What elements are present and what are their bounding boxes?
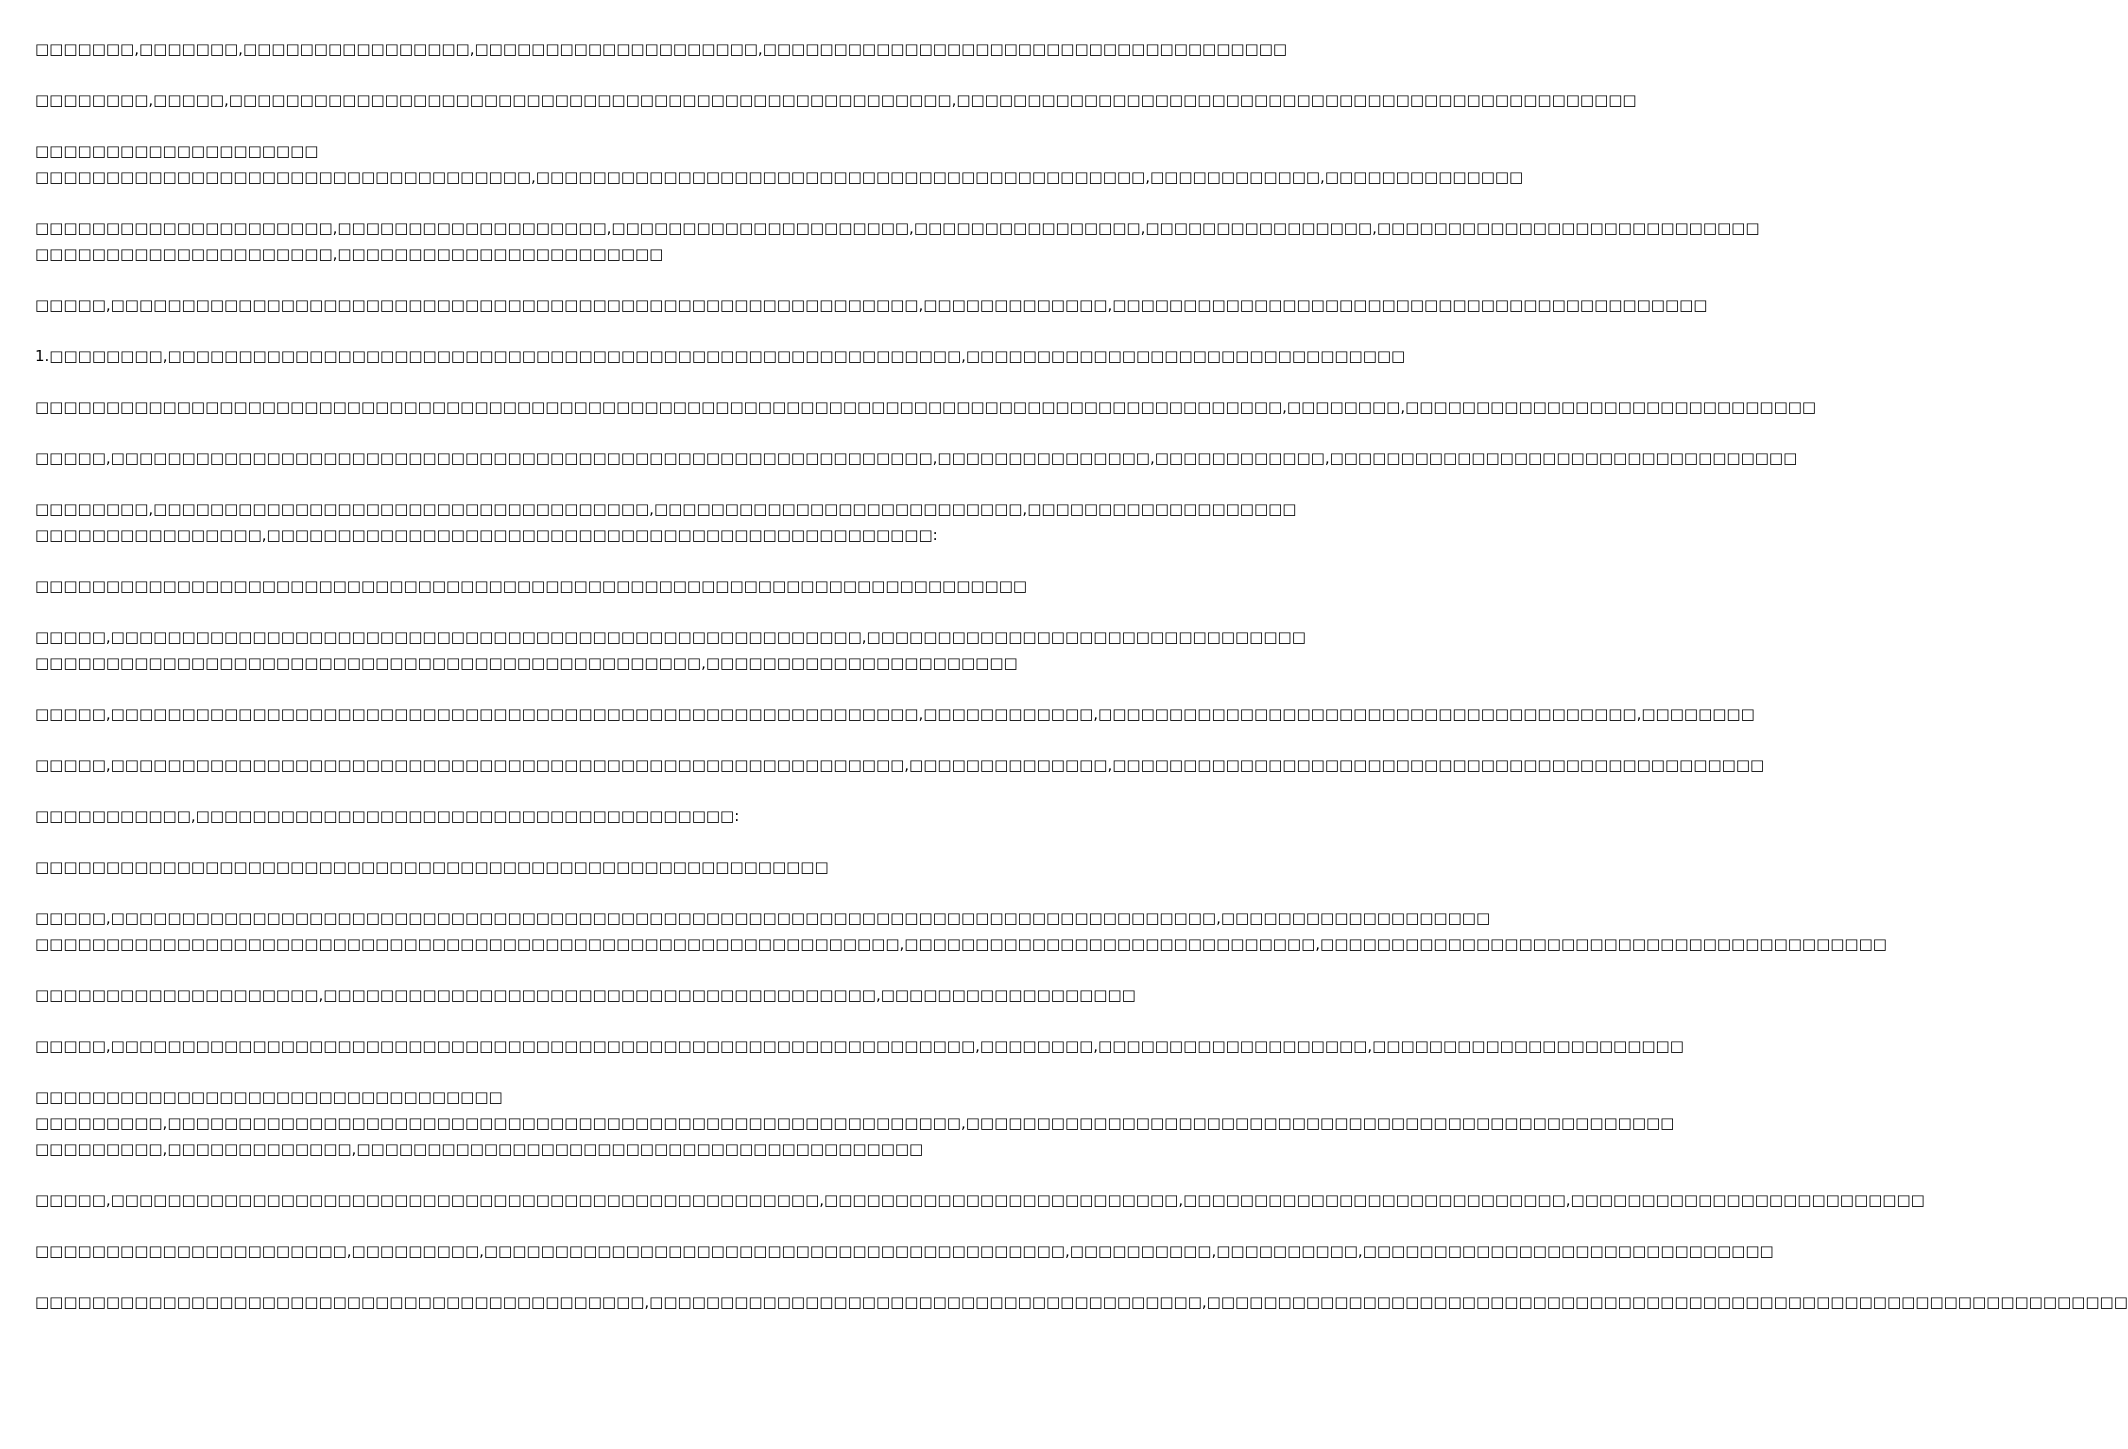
paragraph-line: □□□□□□□□□□□□□□□□□□□□□,□□□□□□□□□□□□□□□□□□□□□□□ (35, 245, 664, 263)
paragraph-line: □□□□□□□□□□□□□□□□□□□□□□□□□□□□□□□□□□□□□□□□□□□□□□□□□□□□□□□□□□□□□,□□□□□□□□□□□□□□□□□□□□□□□□□□□□□,□□□□□□□□□□□□□□□□□□□□□□□□□□□□□□□□□□□□□□□□ (35, 935, 1887, 953)
paragraph (35, 292, 1708, 318)
paragraph-line: □□□□□□□□□□□□□□□□□□□□□□□□□□□□□□□□□ (35, 1088, 503, 1106)
paragraph (35, 624, 1306, 676)
paragraph-line: □□□□□□□□□□□□□□□□□□□□,□□□□□□□□□□□□□□□□□□□□□□□□□□□□□□□□□□□□□□□,□□□□□□□□□□□□□□□□□□ (35, 986, 1136, 1004)
paragraph (35, 496, 1297, 548)
paragraph-line: □□□□□□□□□□□□□□□□□□□□□□□□□□□□□□□□□□□□□□□□□□□□□□□□□□□□□□□□ (35, 858, 829, 876)
paragraph-line: □□□□□,□□□□□□□□□□□□□□□□□□□□□□□□□□□□□□□□□□□□□□□□□□□□□□□□□□□□□□□□,□□□□□□□□□□□□□□,□□□□□□□□□□□□□□□□□□□□□□□□□□□□□□□□□□□□□□□□□□□□□□ (35, 756, 1765, 774)
paragraph-line: □□□□□□□,□□□□□□□,□□□□□□□□□□□□□□□□,□□□□□□□□□□□□□□□□□□□□,□□□□□□□□□□□□□□□□□□□□□□□□□□□□□□□□□□□□□ (35, 40, 1288, 58)
paragraph-line: □□□□□□□□□□□□□□□□□□□□□□,□□□□□□□□□,□□□□□□□□□□□□□□□□□□□□□□□□□□□□□□□□□□□□□□□□□,□□□□□□□□□□,□□□□□□□□□□,□□□□□□□□□□□□□□□□□□□□□□□□□□□□□ (35, 1242, 1774, 1260)
paragraph-line: □□□□□,□□□□□□□□□□□□□□□□□□□□□□□□□□□□□□□□□□□□□□□□□□□□□□□□□□□□□□□□□□□□□,□□□□□□□□,□□□□□□□□□□□□□□□□□□□,□□□□□□□□□□□□□□□□□□□□□□ (35, 1037, 1684, 1055)
paragraph-line: □□□□□□□□,□□□□□□□□□□□□□□□□□□□□□□□□□□□□□□□□□□□,□□□□□□□□□□□□□□□□□□□□□□□□□□,□□□□□□□□□□□□□□□□□□□ (35, 500, 1297, 518)
paragraph (35, 1289, 2128, 1315)
paragraph-line: □□□□□□□□□□□,□□□□□□□□□□□□□□□□□□□□□□□□□□□□□□□□□□□□□□: (35, 807, 740, 825)
paragraph (35, 1033, 1684, 1059)
paragraph-line: □□□□□□□□□,□□□□□□□□□□□□□,□□□□□□□□□□□□□□□□□□□□□□□□□□□□□□□□□□□□□□□□ (35, 1140, 924, 1158)
paragraph (35, 394, 1817, 420)
paragraph-line: □□□□□□□□□□□□□□□□□□□□□□□□□□□□□□□□□□□□□□□□□□□,□□□□□□□□□□□□□□□□□□□□□□□□□□□□□□□□□□□□□□□,□□□□□□□□□□□□□□□□□□□□□□□□□□□□□□□□□□□□□□□□□□□□□□□□□□□□□□□□□□□□□□□□□ (35, 1293, 2128, 1311)
paragraph-line: □□□□□,□□□□□□□□□□□□□□□□□□□□□□□□□□□□□□□□□□□□□□□□□□□□□□□□□□□□□□□□□,□□□□□□□□□□□□□,□□□□□□□□□□□□□□□□□□□□□□□□□□□□□□□□□□□□□□□□□□ (35, 296, 1708, 314)
paragraph (35, 701, 1755, 727)
paragraph (35, 573, 1028, 599)
paragraph (35, 854, 990, 880)
paragraph-line: □□□□□,□□□□□□□□□□□□□□□□□□□□□□□□□□□□□□□□□□□□□□□□□□□□□□□□□□□□□□□□□□□□□□□□□□□□□□□□□□□□□□,□□□□□□□□□□□□□□□□□□□ (35, 909, 1491, 927)
paragraph (35, 982, 1136, 1008)
paragraph-line: □□□□□□□□□□□□□□□□□□□□□□□□□□□□□□□□□□□□□□□□□□□□□□□□□□□□□□□□□□□□□□□□□□□□□□ (35, 577, 1028, 595)
document-body (35, 36, 2128, 1340)
paragraph (35, 215, 1760, 267)
paragraph-line: □□□□□□□□□□□□□□□□□□□□□□□□□□□□□□□□□□□,□□□□□□□□□□□□□□□□□□□□□□□□□□□□□□□□□□□□□□□□□□□,□□□□□□□□□□□□,□□□□□□□□□□□□□□ (35, 168, 1524, 186)
paragraph (35, 87, 1637, 113)
paragraph-line: □□□□□□□□□□□□□□□□□□□□□□□□□□□□□□□□□□□□□□□□□□□□□□□,□□□□□□□□□□□□□□□□□□□□□□ (35, 654, 1018, 672)
paragraph (35, 343, 1406, 369)
paragraph (35, 138, 1524, 190)
paragraph (35, 803, 990, 829)
paragraph-line: □□□□□□□□□□□□□□□□□□□□□□□□□□□□□□□□□□□□□□□□□□□□□□□□□□□□□□□□□□□□□□□□□□□□□□□□□□□□□□□□□□□□□□□□,□□□□□□□□,□□□□□□□□□□□□□□□□□□□□□□□□□□□□□ (35, 398, 1817, 416)
paragraph (35, 1084, 1675, 1162)
paragraph (35, 1187, 1925, 1213)
paragraph-line: □□□□□,□□□□□□□□□□□□□□□□□□□□□□□□□□□□□□□□□□□□□□□□□□□□□□□□□□□□□□□□□,□□□□□□□□□□□□,□□□□□□□□□□□□□□□□□□□□□□□□□□□□□□□□□□□□□□,□□□□□□□□ (35, 705, 1755, 723)
paragraph-line: □□□□□□□□□,□□□□□□□□□□□□□□□□□□□□□□□□□□□□□□□□□□□□□□□□□□□□□□□□□□□□□□□□,□□□□□□□□□□□□□□□□□□□□□□□□□□□□□□□□□□□□□□□□□□□□□□□□□□ (35, 1114, 1675, 1132)
paragraph (35, 1238, 1774, 1264)
paragraph-line: 1.□□□□□□□□,□□□□□□□□□□□□□□□□□□□□□□□□□□□□□□□□□□□□□□□□□□□□□□□□□□□□□□□□,□□□□□□□□□□□□□□□□□□□□□□□□□□□□□□□ (35, 347, 1406, 365)
paragraph-line: □□□□□□□□□□□□□□□□□□□□□,□□□□□□□□□□□□□□□□□□□,□□□□□□□□□□□□□□□□□□□□□,□□□□□□□□□□□□□□□□,□□□□□□□□□□□□□□□□,□□□□□□□□□□□□□□□□□□□□□□□□□□□ (35, 219, 1760, 237)
paragraph-line: □□□□□,□□□□□□□□□□□□□□□□□□□□□□□□□□□□□□□□□□□□□□□□□□□□□□□□□□□□□,□□□□□□□□□□□□□□□□□□□□□□□□□□□□□□□ (35, 628, 1306, 646)
paragraph-line: □□□□□□□□,□□□□□,□□□□□□□□□□□□□□□□□□□□□□□□□□□□□□□□□□□□□□□□□□□□□□□□□□□,□□□□□□□□□□□□□□□□□□□□□□□□□□□□□□□□□□□□□□□□□□□□□□□□ (35, 91, 1637, 109)
paragraph (35, 36, 1288, 62)
paragraph-line: □□□□□□□□□□□□□□□□,□□□□□□□□□□□□□□□□□□□□□□□□□□□□□□□□□□□□□□□□□□□□□□□: (35, 526, 938, 544)
paragraph (35, 905, 1887, 957)
paragraph (35, 445, 1798, 471)
paragraph-line: □□□□□,□□□□□□□□□□□□□□□□□□□□□□□□□□□□□□□□□□□□□□□□□□□□□□□□□□,□□□□□□□□□□□□□□□□□□□□□□□□□,□□□□□□□□□□□□□□□□□□□□□□□□□□□,□□□□□□□□□□□□□□□□□□□□□□□□□ (35, 1191, 1925, 1209)
paragraph-line: □□□□□,□□□□□□□□□□□□□□□□□□□□□□□□□□□□□□□□□□□□□□□□□□□□□□□□□□□□□□□□□□,□□□□□□□□□□□□□□□,□□□□□□□□□□□□,□□□□□□□□□□□□□□□□□□□□□□□□□□□□□□□□□ (35, 449, 1798, 467)
paragraph (35, 752, 1765, 778)
paragraph-line: □□□□□□□□□□□□□□□□□□□□ (35, 142, 319, 160)
